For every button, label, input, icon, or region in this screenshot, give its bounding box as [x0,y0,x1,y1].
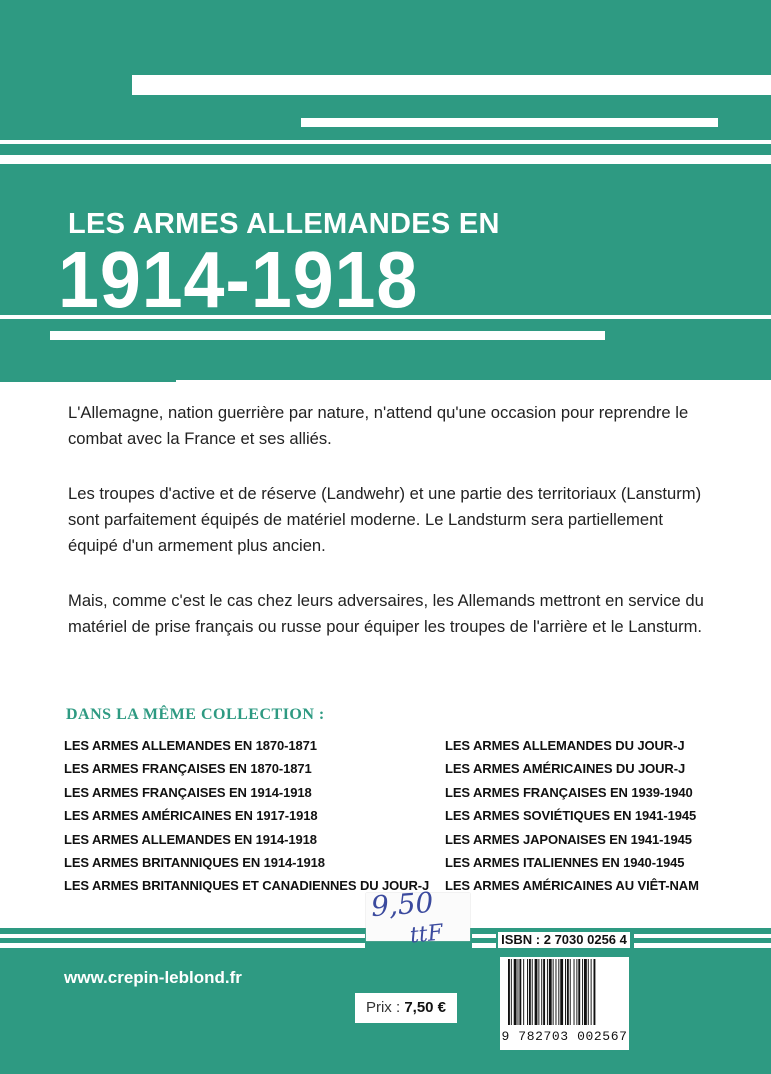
barcode-number: 9 782703 002567 [501,1029,628,1044]
barcode-bars [508,959,621,1025]
barcode-bar [514,959,517,1025]
collection-list-right [445,734,699,898]
collection-item: LES ARMES ALLEMANDES DU JOUR-J [445,738,685,753]
description-paragraph: Les troupes d'active et de réserve (Landwehr) et une partie des territoriaux (Lansturm) sont parfaitement équipés de matériel moderne. Le Landsturm sera partiellement équipé d'un armement plus ancien. [68,484,702,555]
barcode-bar [567,959,569,1025]
collection-item: LES ARMES ALLEMANDES EN 1914-1918 [64,831,317,847]
description-paragraph: L'Allemagne, nation guerrière par nature, n'attend qu'une occasion pour reprendre le combat avec la France et ses alliés. [68,403,689,448]
barcode-bar [541,959,542,1025]
decorative-stripe [0,934,365,938]
barcode-bar [543,959,545,1025]
barcode-bar [547,959,548,1025]
decorative-stripe [634,943,771,948]
decorative-stripe [0,140,771,144]
barcode-bar [584,959,587,1025]
decorative-stripe [301,118,718,127]
barcode-bar [560,959,563,1025]
decorative-stripe [50,331,605,340]
barcode [500,957,629,1050]
header-band-notch [0,358,176,382]
decorative-stripe [132,75,771,95]
isbn-label: ISBN : 2 7030 0256 4 [498,932,630,948]
collection-item: LES ARMES BRITANNIQUES EN 1914-1918 [64,855,325,871]
collection-item: LES ARMES AMÉRICAINES EN 1917-1918 [64,808,318,824]
book-title-line1: LES ARMES ALLEMANDES EN [68,208,500,240]
collection-item: LES ARMES ALLEMANDES EN 1870-1871 [64,738,317,753]
barcode-bar [529,959,531,1025]
barcode-bar [578,959,580,1025]
collection-item: LES ARMES FRANÇAISES EN 1939-1940 [445,784,693,800]
book-title-years: 1914-1918 [58,235,419,324]
collection-item: LES ARMES FRANÇAISES EN 1914-1918 [64,784,312,800]
barcode-bar [519,959,521,1025]
decorative-stripe [472,934,496,938]
collection-heading: DANS LA MÊME COLLECTION : [66,706,325,723]
price-label: Prix : [365,999,401,1016]
price-box [355,993,457,1023]
barcode-bar [549,959,552,1025]
barcode-bar [591,959,592,1025]
barcode-bar [576,959,577,1025]
description-paragraph: Mais, comme c'est le cas chez leurs adversaires, les Allemands mettront en service du matériel de prise français ou russe pour équiper les troupes de l'arrière et le Lansturm. [68,591,704,636]
barcode-bar [588,959,589,1025]
barcode-bar [511,959,512,1025]
price-value: 7,50 € [404,999,447,1016]
collection-item: LES ARMES ITALIENNES EN 1940-1945 [445,855,685,871]
barcode-bar [508,959,510,1025]
barcode-bar [535,959,538,1025]
collection-list-left [64,734,429,898]
barcode-bar [527,959,528,1025]
barcode-bar [518,959,519,1025]
barcode-bar [582,959,583,1025]
barcode-bar [556,959,557,1025]
barcode-bar [523,959,524,1025]
barcode-bar [558,959,559,1025]
decorative-stripe [472,943,496,948]
collection-item: LES ARMES FRANÇAISES EN 1870-1871 [64,761,312,777]
collection-item: LES ARMES BRITANNIQUES ET CANADIENNES DU JOUR-J [64,878,430,894]
barcode-bar [538,959,539,1025]
handwritten-note: ttF [408,920,445,949]
collection-item: LES ARMES AMÉRICAINES AU VIÊT-NAM [445,878,699,894]
barcode-bar [565,959,566,1025]
decorative-stripe [0,155,771,164]
barcode-bar [553,959,554,1025]
barcode-bar [574,959,575,1025]
collection-item: LES ARMES AMÉRICAINES DU JOUR-J [445,761,686,777]
barcode-bar [532,959,533,1025]
decorative-stripe [634,934,771,938]
publisher-url[interactable]: www.crepin-leblond.fr [64,968,242,987]
decorative-stripe [0,943,365,948]
collection-item: LES ARMES JAPONAISES EN 1941-1945 [445,831,692,847]
barcode-bar [594,959,596,1025]
collection-item: LES ARMES SOVIÉTIQUES EN 1941-1945 [445,808,697,824]
handwritten-price: 9,50 [369,885,435,924]
barcode-bar [570,959,571,1025]
